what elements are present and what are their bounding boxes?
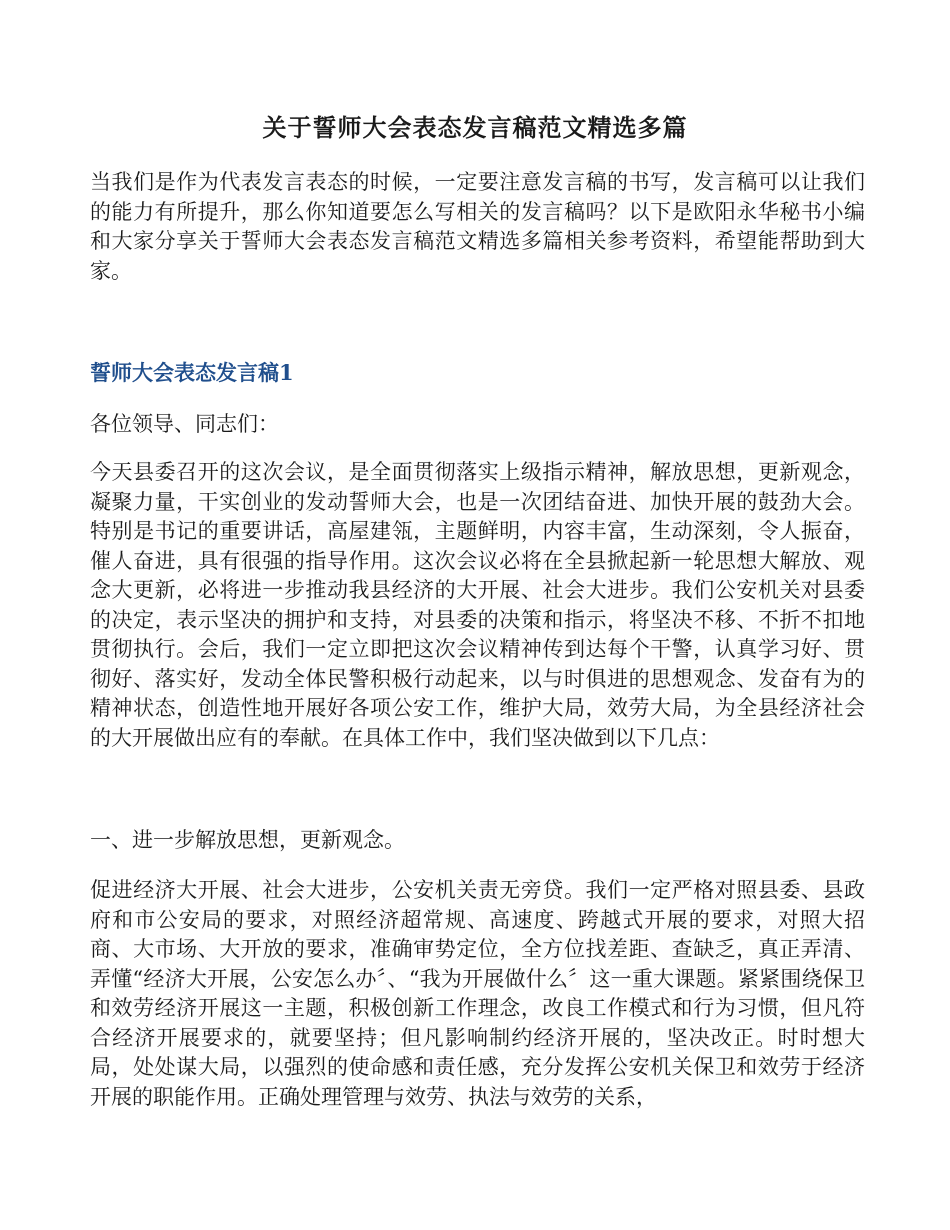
section-heading: 誓师大会表态发言稿1 bbox=[90, 360, 294, 385]
intro-paragraph: 当我们是作为代表发言表态的时候，一定要注意发言稿的书写，发言稿可以让我们的能力有所提升，那么你知道要怎么写相关的发言稿吗？以下是欧阳永华秘书小编和大家分享关于誓师大会表态发言稿范文精选多篇相关参考资料，希望能帮助到大家。 bbox=[90, 170, 865, 283]
salutation: 各位领导、同志们： bbox=[90, 412, 279, 436]
body-paragraph-2: 促进经济大开展、社会大进步，公安机关责无旁贷。我们一定严格对照县委、县政府和市公安局的要求，对照经济超常规、高速度、跨越式开展的要求，对照大招商、大市场、大开放的要求，准确审势定位，全方位找差距、查缺乏，真正弄清、弄懂“经济大开展，公安怎么办〞、“我为开展做什么〞这一重大课题。紧紧围绕保卫和效劳经济开展这一主题，积极创新工作理念，改良工作模式和行为习惯，但凡符合经济开展要求的，就要坚持；但凡影响制约经济开展的，坚决改正。时时想大局，处处谋大局，以强烈的使命感和责任感，充分发挥公安机关保卫和效劳于经济开展的职能作用。正确处理管理与效劳、执法与效劳的关系， bbox=[90, 878, 865, 1109]
document-title: 关于誓师大会表态发言稿范文精选多篇 bbox=[262, 113, 688, 142]
point-heading-1: 一、进一步解放思想，更新观念。 bbox=[90, 828, 405, 852]
body-paragraph-1: 今天县委召开的这次会议，是全面贯彻落实上级指示精神，解放思想，更新观念，凝聚力量，干实创业的发动誓师大会，也是一次团结奋进、加快开展的鼓劲大会。特别是书记的重要讲话，高屋建瓴，主题鲜明，内容丰富，生动深刻，令人振奋，催人奋进，具有很强的指导作用。这次会议必将在全县掀起新一轮思想大解放、观念大更新，必将进一步推动我县经济的大开展、社会大进步。我们公安机关对县委的决定，表示坚决的拥护和支持，对县委的决策和指示，将坚决不移、不折不扣地贯彻执行。会后，我们一定立即把这次会议精神传到达每个干警，认真学习好、贯彻好、落实好，发动全体民警积极行动起来，以与时俱进的思想观念、发奋有为的精神状态，创造性地开展好各项公安工作，维护大局，效劳大局，为全县经济社会的大开展做出应有的奉献。在具体工作中，我们坚决做到以下几点： bbox=[90, 460, 865, 750]
